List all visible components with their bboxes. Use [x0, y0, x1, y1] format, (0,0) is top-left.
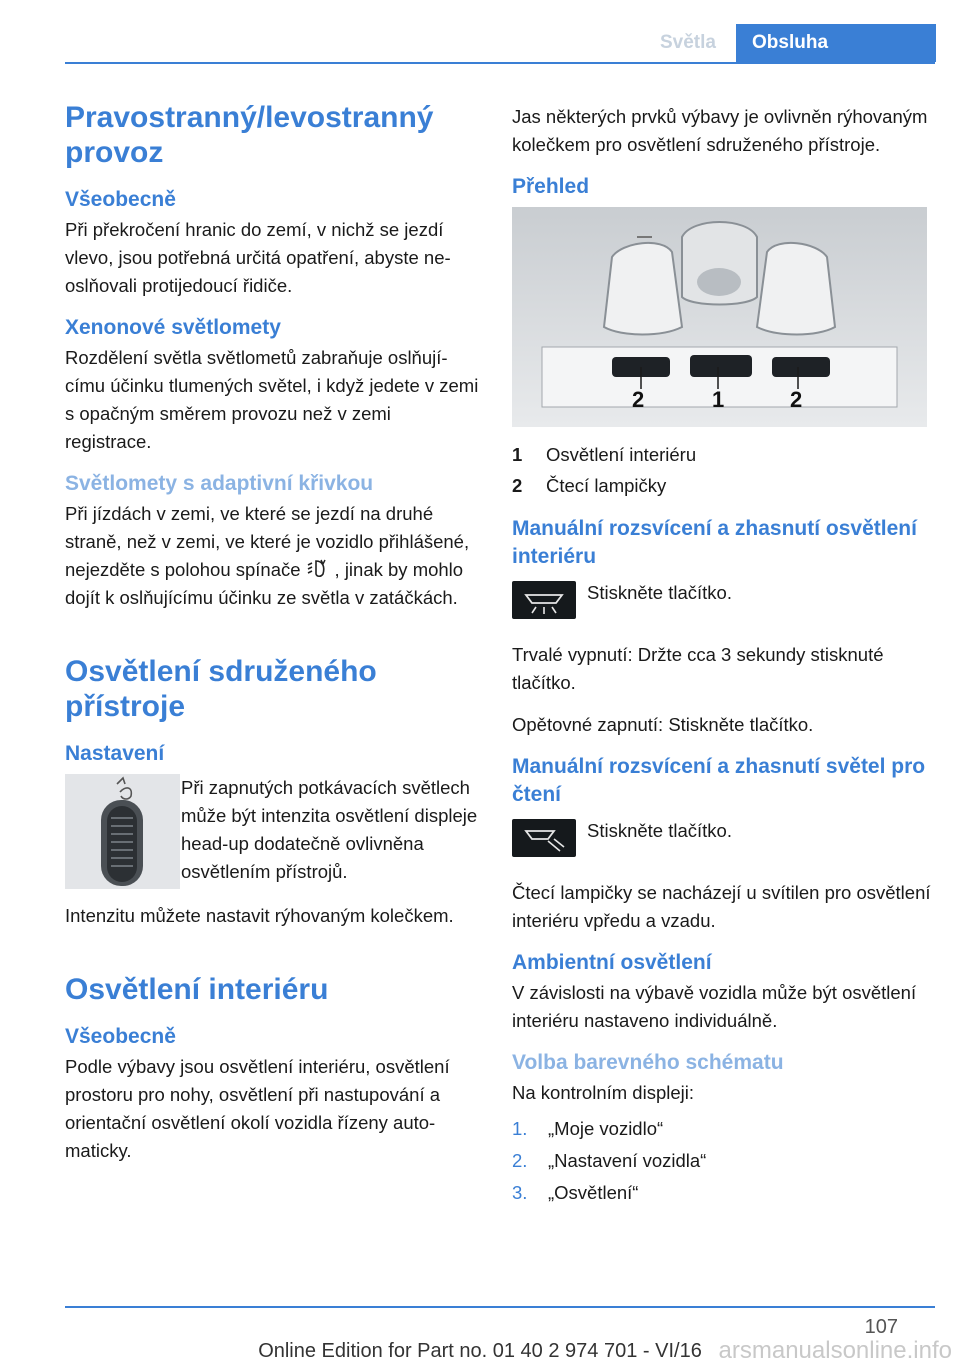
- legend-number: 2: [512, 475, 523, 496]
- step-number: 2.: [512, 1150, 528, 1171]
- heading-color-scheme: Volba barevného schématu: [512, 1051, 784, 1074]
- left-column: [65, 100, 480, 1179]
- heading-general-1: Všeobecně: [65, 188, 176, 211]
- paragraph-general-1: Při překročení hranic do zemí, v nichž se jezdí vlevo, jsou potřebná určitá opatření, abyste neoslňovali protijedoucí řidiče.: [65, 219, 451, 296]
- steps-list: [512, 1113, 932, 1209]
- paragraph-ambient: V závislosti na výbavě vozidla může být osvětlení interiéru nastaveno individuálně.: [512, 982, 917, 1031]
- step-number: 3.: [512, 1182, 528, 1203]
- header-rule: [65, 62, 935, 64]
- heading-cluster-lighting: Osvětlení sdruženého přístroje: [65, 655, 377, 723]
- paragraph-general-2: Podle výbavy jsou osvětlení interiéru, osvětlení prostoru pro nohy, osvětlení při nastupování a orientační osvětlení okolí vozidla řízeny automaticky.: [65, 1056, 450, 1161]
- heading-interior-lighting: Osvětlení interiéru: [65, 973, 329, 1006]
- heading-setting: Nastavení: [65, 742, 165, 765]
- tab-chapter-controls: Obsluha: [736, 24, 936, 62]
- right-column: [512, 103, 932, 1209]
- edition-line: Online Edition for Part no. 01 40 2 974 701 - VI/16: [258, 1340, 702, 1362]
- reading-light-button-icon: [512, 819, 576, 857]
- page-number: 107: [864, 1316, 898, 1338]
- interior-light-button-icon: [512, 581, 576, 619]
- paragraph-brightness-intro: Jas některých prvků výbavy je ovlivněn rýhovaným kolečkem pro osvětlení sdruženého přístroje.: [512, 106, 928, 155]
- photo-legend: [512, 439, 932, 501]
- interior-light-button-row: [512, 579, 932, 627]
- overhead-console-photo: [512, 207, 927, 427]
- tab-section-lights: Světla: [660, 32, 716, 53]
- watermark: arsmanualsonline.info: [718, 1337, 952, 1364]
- legend-text: Osvětlení interiéru: [546, 444, 697, 465]
- paragraph-xenon: Rozdělení světla světlometů zabraňuje oslňujícímu účinku tlumených světel, i když jedete v zemi s opačným směrem provozu než v zemi registrace.: [65, 347, 479, 452]
- paragraph-thumbwheel: Intenzitu můžete nastavit rýhovaným kolečkem.: [65, 905, 454, 926]
- paragraph-back-on: Opětovné zapnutí: Stiskněte tlačítko.: [512, 714, 814, 735]
- step-text: „Moje vozidlo“: [548, 1118, 664, 1139]
- page-header: [0, 24, 960, 62]
- heading-overview: Přehled: [512, 175, 590, 198]
- heading-traffic-side: Pravostranný/levostranný provoz: [65, 101, 434, 169]
- heading-ambient: Ambientní osvětlení: [512, 951, 712, 974]
- adaptive-headlight-switch-icon: [307, 559, 329, 579]
- heading-general-2: Všeobecně: [65, 1025, 176, 1048]
- paragraph-adaptive-part-b: , jinak by mohlo dojít k oslňujícímu účinku ze světla v zatáčkách.: [65, 559, 464, 608]
- legend-item: [512, 470, 932, 501]
- legend-number: 1: [512, 444, 523, 465]
- step-item: [512, 1177, 932, 1209]
- instruction-press-1: Stiskněte tlačítko.: [587, 582, 732, 603]
- heading-manual-interior: Manuální rozsvícení a zhasnutí osvětlení interiéru: [512, 517, 917, 568]
- step-item: [512, 1113, 932, 1145]
- paragraph-control-display: Na kontrolním displeji:: [512, 1082, 694, 1103]
- paragraph-adaptive-part-a: Při jízdách v zemi, ve které se jezdí na druhé straně, než v zemi, ve které je vozidlo přihlášené, nejezděte s polohou spínače: [65, 503, 470, 580]
- thumbwheel-image: [65, 774, 180, 889]
- step-number: 1.: [512, 1118, 528, 1139]
- heading-xenon: Xenonové světlomety: [65, 316, 281, 339]
- photo-label-2-left: 2: [632, 387, 645, 412]
- paragraph-reading-location: Čtecí lampičky se nacházejí u svítilen pro osvětlení interiéru vpředu a vzadu.: [512, 882, 931, 931]
- legend-item: [512, 439, 932, 470]
- step-item: [512, 1145, 932, 1177]
- step-text: „Osvětlení“: [548, 1182, 639, 1203]
- heading-adaptive-headlights: Světlomety s adaptivní křivkou: [65, 472, 374, 495]
- step-text: „Nastavení vozidla“: [548, 1150, 707, 1171]
- footer-rule: [65, 1306, 935, 1308]
- reading-light-button-row: [512, 817, 932, 865]
- paragraph-permanent-off: Trvalé vypnutí: Držte cca 3 sekundy stisknuté tlačítko.: [512, 644, 884, 693]
- heading-manual-reading: Manuální rozsvícení a zhasnutí světel pro čtení: [512, 755, 926, 806]
- photo-label-2-right: 2: [790, 387, 803, 412]
- thumbwheel-figure-row: [65, 774, 480, 892]
- paragraph-setting: Při zapnutých potkávacích světlech může být intenzita osvětlení displeje head-up dodatečně ovlivněna osvětlením přístrojů.: [181, 777, 478, 882]
- instruction-press-2: Stiskněte tlačítko.: [587, 820, 732, 841]
- photo-label-1: 1: [712, 387, 725, 412]
- legend-text: Čtecí lampičky: [546, 475, 667, 496]
- paragraph-adaptive: [65, 500, 480, 612]
